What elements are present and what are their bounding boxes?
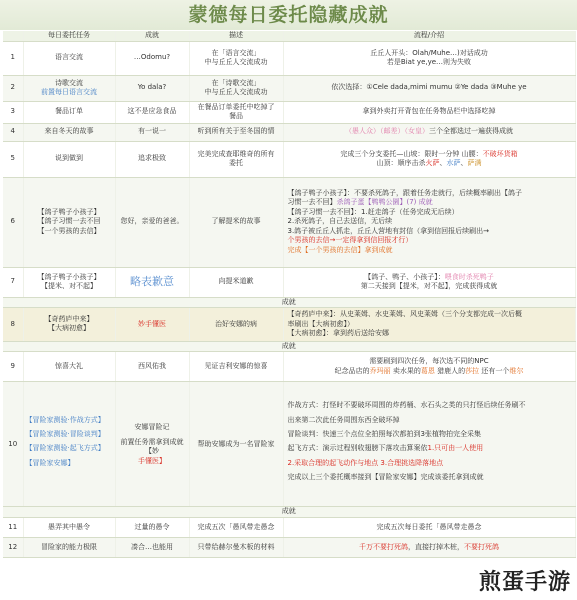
section-divider-label: 成就 [3,341,575,351]
table-row [3,123,575,141]
table-row [3,41,575,75]
task-line: 来自冬天的故事 [44,127,94,136]
description-cell [189,307,283,341]
flow-segment: （女皇） [404,127,429,136]
task-line: 【鸽子鸭子小孩子】 [37,272,101,281]
flow-segment: 水萨 [446,159,461,167]
description-line: 中与丘丘人交流成功 [204,58,268,66]
flow-cell [283,537,575,557]
flow-segment: 第二天接到【提米，对不起】，完成获得成就 [360,282,498,290]
flow-segment: 猎鹿人的 [434,366,466,375]
flow-line [288,401,573,410]
description-line: 了解提米的故事 [211,217,261,226]
flow-segment: 还有一个 [479,366,510,375]
description-line: 在「诗歌交流」 [211,78,261,87]
description-line: 听到所有关于至冬国的情 [197,127,275,136]
task-line: 【冒险家测验·作战方式】 [25,415,105,424]
task-line: 【鸽子鸭子小孩子】 [37,207,101,216]
flow-segment: 1.只可由一人使用 [427,444,484,453]
description-cell [189,101,283,123]
flow-segment: 不破坏货箱 [482,149,518,158]
task-cell [23,101,115,123]
row-number: 5 [3,141,23,177]
row-number: 8 [3,307,23,341]
flow-cell [283,517,575,537]
description-line: 见证吉利安娜的惊喜 [204,362,268,371]
flow-cell [283,177,575,267]
row-number: 10 [3,382,23,507]
header-no [3,31,23,41]
row-number: 12 [3,537,23,557]
flow-segment: 乔玛丽 [369,366,391,375]
flow-segment: 率刷出【大病初愈】） [287,319,354,328]
description-cell [189,75,283,101]
achievement-name: 凑合…也能用 [131,542,173,551]
description-line: 帮助安娜成为一名冒险家 [197,439,275,448]
row-number: 3 [3,101,23,123]
achievement-name: 过量的愚令 [134,522,170,531]
flow-line [286,367,573,376]
achievement-cell [115,267,189,297]
flow-segment: 莎拉 [465,366,480,375]
description-line: 只带给赫尔曼木板的材料 [197,542,275,551]
flow-segment: 出来第二次此任务周围东西全破坏掉 [287,415,400,424]
flow-line [286,150,573,159]
task-cell [23,75,115,101]
flow-line [288,459,573,468]
flow-cell [283,267,575,297]
description-cell [189,141,283,177]
flow-cell [283,101,575,123]
row-number: 2 [3,75,23,101]
description-cell [189,267,283,297]
achievement-name: 您好，亲爱的爸爸。 [120,217,184,226]
header-task: 每日委托任务 [23,31,115,41]
task-line: 【冒险家测验·冒险谈判】 [25,429,105,438]
task-line: 【提米、对不起】 [41,282,97,290]
flow-segment: 【鸽子鸭子小孩子】：不要杀死鸽子，跟着任务走就行，后续概率刷出【鸽子 [287,188,522,197]
achievement-cell [115,517,189,537]
achievement-name: 追求极致 [138,154,166,163]
flow-cell [283,41,575,75]
flow-segment: 习惯一去不回】 [287,198,337,207]
flow-line [288,227,573,236]
flow-line [288,189,573,198]
flow-segment: 完成【一个男孩的去信】拿到成就 [287,245,393,254]
task-cell [23,307,115,341]
description-line: 在餐品订单委托中吃掉了 [197,102,275,111]
task-line: 餐品订单 [55,107,83,116]
flow-line [286,273,573,282]
achievement-name: 略表歉意 [130,274,174,288]
task-cell [23,537,115,557]
flow-cell [283,123,575,141]
task-cell [23,123,115,141]
task-cell [23,352,115,382]
description-line: 在「语言交流」 [211,48,261,57]
flow-segment: 起飞方式：演示过程别收翅膀下落攻击算案依 [287,444,428,453]
watermark: 煎蛋手游 [478,569,571,595]
table-row [3,75,575,101]
achievement-name: 这不是应急食品 [127,107,177,116]
flow-segment: 需要刷到四次任务，每次选不同的NPC [369,357,489,366]
task-cell [23,382,115,507]
task-cell [23,267,115,297]
flow-line [288,208,573,217]
flow-cell [283,75,575,101]
flow-cell [283,352,575,382]
page-title: 蒙德每日委托隐藏成就 [0,0,577,30]
flow-segment: （邮差） [380,127,405,136]
task-line: 【奇药庐中来】 [44,315,94,323]
table-row [3,307,575,341]
flow-segment: 3.鸽子被丘丘人抓走，丘丘人营地有封信（拿到信回报后续刷出→ [287,226,490,235]
achievement-cell [115,352,189,382]
task-line: 【冒险家测验·起飞方式】 [25,444,105,453]
task-line: 说到做到 [55,154,83,163]
flow-segment: 完成五次每日委托「愚风带走愚念 [376,522,482,531]
flow-segment: 千万不要打死鸽 [359,542,408,551]
achievement-cell [115,123,189,141]
flow-line [288,198,573,207]
task-line: 诗歌交流 [55,78,83,87]
flow-cell [283,382,575,507]
task-cell [23,517,115,537]
flow-segment: 萨满 [467,159,482,167]
flow-segment: 葛恩 [420,366,435,375]
achievement-cell [115,537,189,557]
row-number: 1 [3,41,23,75]
flow-line [288,329,573,338]
achievement-cell [115,75,189,101]
description-line: 中与丘丘人交流成功 [204,88,268,96]
achievement-line: 安娜冒险记 [134,422,170,431]
task-line: 冒险家的能力极限 [41,542,97,551]
flow-segment: 冒险谈判：快速三个点位全拍照每次都拍到3张植物拍完全采集 [287,429,481,438]
flow-line [286,357,573,366]
flow-line [288,416,573,425]
task-line: 【冒险家安娜】 [25,458,75,467]
task-line: 前置每日语言交流 [41,88,97,96]
flow-segment: ，直接打掉木桩， [408,542,464,551]
achievement-cell [115,177,189,267]
description-line: 治好安娜的病 [215,319,257,328]
flow-line [288,236,573,245]
flow-segment: 个男孩的去信→一定得拿到信回报才行） [287,236,413,245]
row-number: 9 [3,352,23,382]
description-line: 委托 [229,159,243,167]
flow-segment: 【鸽子习惯一去不回】：1.赶走鸽子（任务完成无后续） [287,207,459,216]
task-line: 惊喜大礼 [55,362,83,371]
flow-segment: 2.采取合理的起飞动作与地点 3.合理挑选降落地点 [287,458,444,467]
achievement-cell [115,382,189,507]
flow-line [288,310,573,319]
flow-segment: 三个全都选过一遍获得成就 [429,127,513,136]
description-cell [189,352,283,382]
flow-line [288,320,573,329]
achievement-name: Yo dala? [137,83,167,92]
achievement-name: 妙手懂医 [138,319,166,328]
flow-segment: 【鸽子、鸭子、小孩子】： [364,272,445,281]
table-row [3,101,575,123]
description-line: 向提米道歉 [218,277,254,286]
flow-line: 若是Biat ye,ye…则为失败 [386,58,472,66]
flow-segment: 、 [460,159,468,167]
flow-cell [283,141,575,177]
description-cell [189,537,283,557]
achievement-cell [115,101,189,123]
flow-segment: 【奇药庐中来】：从史莱姆、水史莱姆、风史莱姆（三个分支都完成一次后概 [287,310,522,319]
row-number: 6 [3,177,23,267]
section-divider [3,297,575,307]
header-desc: 描述 [189,31,283,41]
achievement-line: 前置任务需拿到成就【妙 [120,437,184,456]
flow-line [288,217,573,226]
flow-line [288,246,573,255]
header-flow: 流程/介绍 [283,31,575,41]
flow-segment: 2.杀死鸽子，自己去送信，无后续 [287,217,393,226]
description-line: 完成五次「愚风带走愚念 [197,522,275,531]
table-row [3,177,575,267]
table-row [3,517,575,537]
table-row [3,267,575,297]
flow-segment: 纪念品店的 [334,366,370,375]
table-row [3,382,575,507]
flow-segment: 完成以上三个委托概率接到【冒险家安娜】完成该委托拿到成就 [287,473,484,482]
flow-segment: （愚人众） [345,127,380,136]
flow-line [288,473,573,482]
achievement-table [3,31,576,558]
flow-line [288,444,573,453]
task-cell [23,141,115,177]
description-line: 餐品 [229,112,243,120]
flow-segment: 喂食时杀死鸭子 [444,272,494,281]
task-line: 【大病初愈】 [48,324,90,333]
table-row [3,352,575,382]
flow-segment: 完成三个分支委托—山坡：限时一分钟 山腰： [340,149,483,158]
flow-cell [283,307,575,341]
flow-line [286,159,573,168]
section-divider-label: 成就 [3,507,575,517]
flow-line: 丘丘人开头：Olah/Muhe…)对话成功 [370,48,488,57]
description-cell [189,517,283,537]
achievement-cell [115,307,189,341]
task-line: 【鸽子习惯一去不回 [37,217,101,226]
section-divider [3,507,575,517]
achievement-name: 有一说一 [138,127,166,136]
achievement-name: …Odomu? [133,53,171,62]
row-number: 11 [3,517,23,537]
flow-segment: 、 [439,159,447,167]
flow-segment: 维尔 [509,366,524,375]
table-header [3,31,575,41]
flow-line: 依次选择：①Cele dada,mimi mumu ②Ye dada ③Muhe ye [331,83,527,92]
description-cell [189,177,283,267]
flow-segment: 杀鸽子蛋【鸭鸭公園】(7) 成就 [336,198,433,207]
description-cell [189,123,283,141]
row-number: 7 [3,267,23,297]
flow-segment: 卖水果的 [390,366,421,375]
flow-segment: 火萨 [425,159,440,167]
row-number: 4 [3,123,23,141]
flow-line: 拿到外卖打开背包在任务物品栏中选择吃掉 [362,107,496,116]
flow-segment: 【大病初愈】：拿到药后送给安娜 [287,329,389,338]
flow-line [286,282,573,291]
table-row [3,141,575,177]
achievement-name: 西风佑我 [138,362,166,371]
task-line: 语言交流 [55,53,83,62]
task-line: 愚弄其中愚令 [48,522,90,531]
flow-line [286,543,573,552]
flow-segment: 山顶：顺序击杀 [376,159,426,167]
achievement-cell [115,141,189,177]
description-cell [189,41,283,75]
description-cell [189,382,283,507]
section-divider-label: 成就 [3,297,575,307]
section-divider [3,341,575,351]
description-line: 完美完成查耶维奇的所有 [197,149,275,158]
flow-line [288,430,573,439]
task-cell [23,177,115,267]
flow-segment: 作战方式：打怪时不要破坏周围的炸药桶、水石头之类的只打怪后续任务刷不 [287,401,526,410]
flow-line [286,523,573,532]
achievement-cell [115,41,189,75]
header-ach: 成就 [115,31,189,41]
task-line: 【一个男孩的去信】 [37,226,101,235]
flow-segment: 不要打死鸽 [464,542,499,551]
table-row [3,537,575,557]
task-cell [23,41,115,75]
achievement-line: 手懂医】 [138,456,166,465]
